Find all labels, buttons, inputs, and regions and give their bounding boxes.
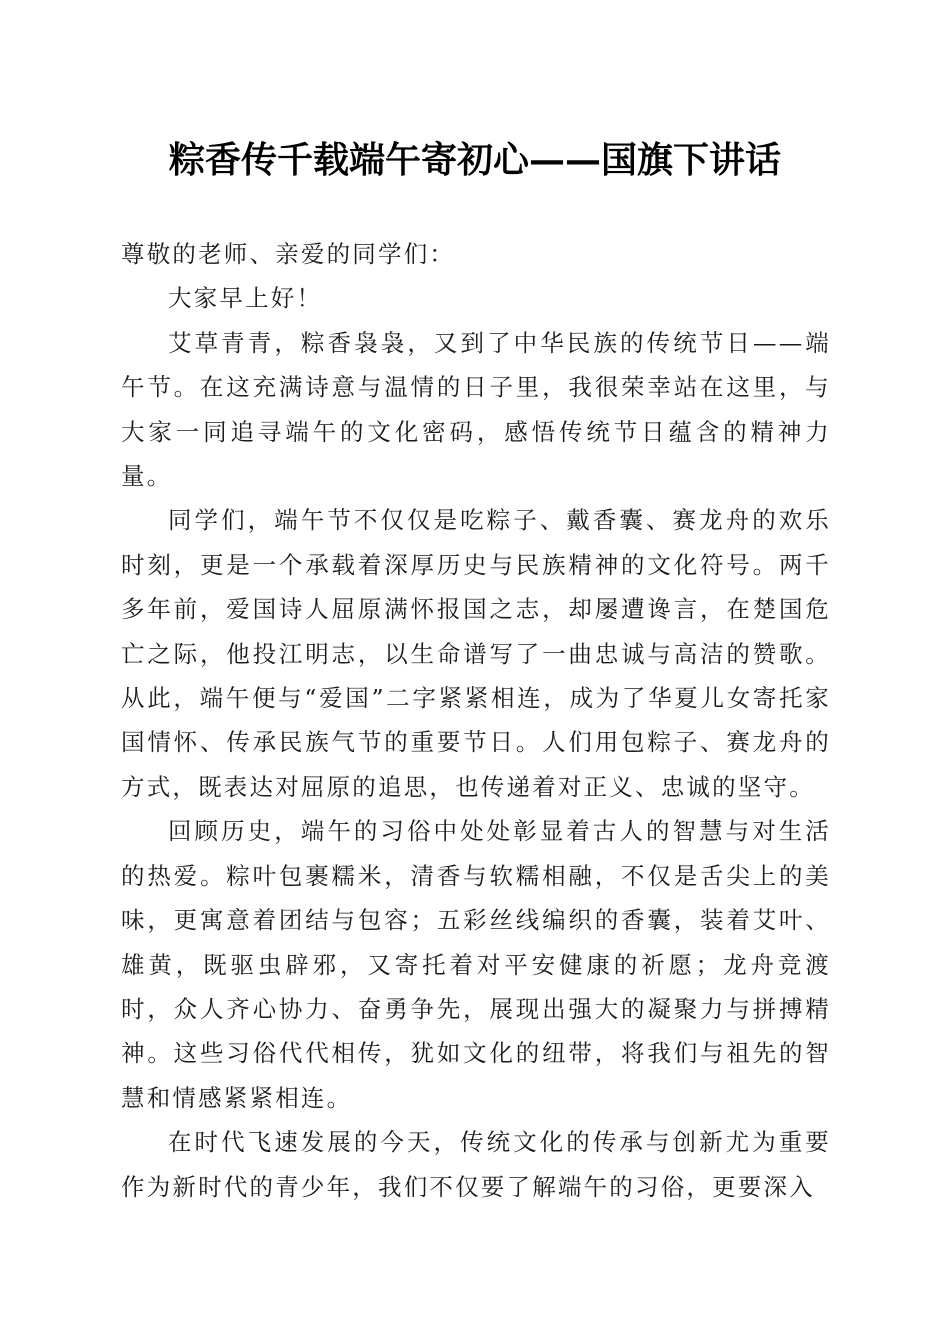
paragraph-modern: 在时代飞速发展的今天，传统文化的传承与创新尤为重要作为新时代的青少年，我们不仅要了解端午的习俗，更要深入 xyxy=(121,1128,831,1201)
paragraph-customs: 回顾历史，端午的习俗中处处彰显着古人的智慧与对生活的热爱。粽叶包裹糯米，清香与软糯相融，不仅是舌尖上的美味，更寓意着团结与包容；五彩丝线编织的香囊，装着艾叶、雄黄，既驱虫辟邪，又寄托着对平安健康的祈愿；龙舟竞渡时，众人齐心协力、奋勇争先，展现出强大的凝聚力与拼搏精神。这些习俗代代相传，犹如文化的纽带，将我们与祖先的智慧和情感紧紧相连。 xyxy=(121,817,831,1112)
paragraph-intro: 艾草青青，粽香袅袅，又到了中华民族的传统节日——端午节。在这充满诗意与温情的日子里，我很荣幸站在这里，与大家一同追寻端午的文化密码，感悟传统节日蕴含的精神力量。 xyxy=(121,328,831,491)
speech-body xyxy=(121,232,831,1209)
page-title: 粽香传千载端午寄初心——国旗下讲话 xyxy=(168,139,781,181)
salutation: 尊敬的老师、亲爱的同学们： xyxy=(121,240,456,268)
paragraph-history: 同学们，端午节不仅仅是吃粽子、戴香囊、赛龙舟的欢乐时刻，更是一个承载着深厚历史与民族精神的文化符号。两千多年前，爱国诗人屈原满怀报国之志，却屡遭谗言，在楚国危亡之际，他投江明志，以生命谱写了一曲忠诚与高洁的赞歌。从此，端午便与“爱国”二字紧紧相连，成为了华夏儿女寄托家国情怀、传承民族气节的重要节日。人们用包粽子、赛龙舟的方式，既表达对屈原的追思，也传递着对正义、忠诚的坚守。 xyxy=(121,506,831,801)
paragraph-greeting: 大家早上好！ xyxy=(168,284,323,313)
